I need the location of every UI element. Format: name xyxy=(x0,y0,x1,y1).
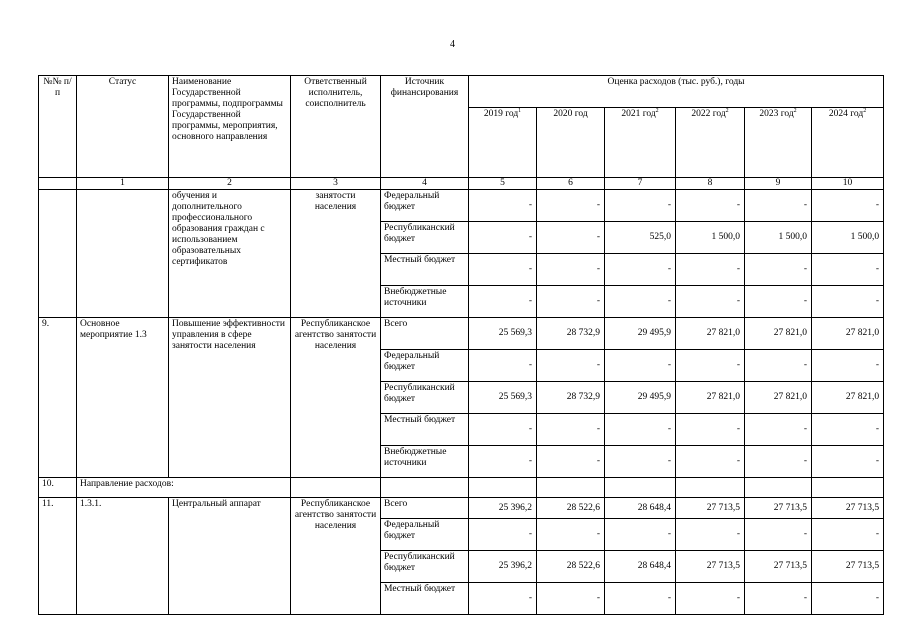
row-num xyxy=(39,190,77,318)
column-number: 1 xyxy=(77,178,169,190)
row-value: - xyxy=(605,190,676,222)
row-value: - xyxy=(469,286,537,318)
row-value: 27 821,0 xyxy=(745,318,812,350)
table-row xyxy=(39,190,884,222)
header-num: №№ п/п xyxy=(39,76,77,178)
row-value: - xyxy=(812,254,884,286)
row-value: - xyxy=(605,286,676,318)
row-value: 28 522,6 xyxy=(537,551,605,583)
row-empty xyxy=(605,478,676,498)
row-source: Всего xyxy=(381,318,469,350)
year-footnote-mark: 2 xyxy=(655,107,659,114)
row-status xyxy=(77,190,169,318)
row-value: 28 732,9 xyxy=(537,382,605,414)
row-value: 525,0 xyxy=(605,222,676,254)
row-source: Всего xyxy=(381,498,469,519)
row-value: - xyxy=(812,583,884,615)
column-number-row xyxy=(39,178,884,190)
year-label: 2022 год xyxy=(691,109,726,119)
header-responsible: Ответственный исполнитель, соисполнитель xyxy=(291,76,381,178)
row-source: Республиканский бюджет xyxy=(381,382,469,414)
row-value: - xyxy=(469,446,537,478)
row-value: - xyxy=(745,519,812,551)
row-empty xyxy=(381,478,469,498)
row-source: Внебюджетные источники xyxy=(381,286,469,318)
year-label: 2024 год xyxy=(828,109,864,119)
row-value: 27 821,0 xyxy=(676,318,745,350)
row-source: Федеральный бюджет xyxy=(381,350,469,382)
year-label: 2020 год xyxy=(553,109,588,119)
row-value: - xyxy=(812,190,884,222)
column-number: 7 xyxy=(605,178,676,190)
header-status: Статус xyxy=(77,76,169,178)
row-value: - xyxy=(745,583,812,615)
row-value: - xyxy=(537,254,605,286)
year-footnote-mark: 2 xyxy=(863,107,867,114)
column-number: 3 xyxy=(291,178,381,190)
row-name: Повышение эффективности управления в сфере занятости населения xyxy=(169,318,291,478)
row-value: - xyxy=(812,519,884,551)
row-value: 29 495,9 xyxy=(605,382,676,414)
row-value: - xyxy=(537,583,605,615)
row-value: - xyxy=(537,190,605,222)
row-value: - xyxy=(676,583,745,615)
row-num: 9. xyxy=(39,318,77,478)
row-source: Внебюджетные источники xyxy=(381,446,469,478)
row-value: - xyxy=(605,414,676,446)
row-source: Местный бюджет xyxy=(381,254,469,286)
table-row xyxy=(39,318,884,350)
row-responsible: занятости населения xyxy=(291,190,381,318)
row-empty xyxy=(469,478,537,498)
row-value: - xyxy=(605,350,676,382)
year-label: 2019 год xyxy=(483,109,519,119)
column-number: 9 xyxy=(745,178,812,190)
row-value: - xyxy=(812,286,884,318)
year-label: 2021 год xyxy=(621,109,656,119)
row-value: 27 713,5 xyxy=(676,551,745,583)
header-name: Наименование Государственной программы, подпрограммы Государственной программы, мероприятия, основного направления xyxy=(169,76,291,178)
row-value: - xyxy=(676,519,745,551)
table-row xyxy=(39,498,884,519)
row-value: - xyxy=(537,350,605,382)
table-row xyxy=(39,478,884,498)
row-value: 28 648,4 xyxy=(605,551,676,583)
row-value: - xyxy=(537,446,605,478)
header-year xyxy=(676,108,745,178)
row-value: - xyxy=(676,286,745,318)
row-source: Республиканский бюджет xyxy=(381,222,469,254)
row-value: - xyxy=(676,254,745,286)
row-empty xyxy=(537,478,605,498)
page-number: 4 xyxy=(450,39,455,50)
row-status: 1.3.1. xyxy=(77,498,169,615)
row-value: - xyxy=(812,350,884,382)
row-value: - xyxy=(676,446,745,478)
row-source: Местный бюджет xyxy=(381,414,469,446)
row-value: - xyxy=(469,414,537,446)
year-footnote-mark: 2 xyxy=(725,107,729,114)
row-empty xyxy=(812,478,884,498)
row-value: - xyxy=(676,414,745,446)
row-name: Центральный аппарат xyxy=(169,498,291,615)
row-value: - xyxy=(537,286,605,318)
table-body xyxy=(39,76,884,615)
row-value: - xyxy=(745,254,812,286)
row-source: Республиканский бюджет xyxy=(381,551,469,583)
row-value: 1 500,0 xyxy=(745,222,812,254)
row-responsible: Республиканское агентство занятости населения xyxy=(291,318,381,478)
row-value: - xyxy=(469,519,537,551)
row-value: - xyxy=(537,222,605,254)
row-value: 25 396,2 xyxy=(469,551,537,583)
row-value: - xyxy=(469,350,537,382)
row-value: - xyxy=(745,350,812,382)
row-value: - xyxy=(605,583,676,615)
year-footnote-mark: 1 xyxy=(518,107,522,114)
row-value: - xyxy=(812,414,884,446)
header-row-1 xyxy=(39,76,884,108)
row-empty xyxy=(745,478,812,498)
row-value: 27 821,0 xyxy=(812,318,884,350)
row-empty xyxy=(291,478,381,498)
row-value: 1 500,0 xyxy=(676,222,745,254)
column-number: 8 xyxy=(676,178,745,190)
row-num: 11. xyxy=(39,498,77,615)
row-source: Местный бюджет xyxy=(381,583,469,615)
column-number: 4 xyxy=(381,178,469,190)
row-value: 25 569,3 xyxy=(469,318,537,350)
column-number: 10 xyxy=(812,178,884,190)
row-value: - xyxy=(537,519,605,551)
row-direction-label: Направление расходов: xyxy=(77,478,291,498)
row-value: - xyxy=(605,254,676,286)
row-value: 27 713,5 xyxy=(812,551,884,583)
row-value: 27 713,5 xyxy=(812,498,884,519)
row-value: - xyxy=(469,190,537,222)
row-num: 10. xyxy=(39,478,77,498)
row-value: 25 569,3 xyxy=(469,382,537,414)
header-year xyxy=(812,108,884,178)
column-number: 6 xyxy=(537,178,605,190)
row-status: Основное мероприятие 1.3 xyxy=(77,318,169,478)
row-value: - xyxy=(469,222,537,254)
row-source: Федеральный бюджет xyxy=(381,190,469,222)
header-year xyxy=(605,108,676,178)
expenses-table xyxy=(38,75,884,615)
column-number-blank xyxy=(39,178,77,190)
row-value: 27 713,5 xyxy=(745,498,812,519)
row-value: 25 396,2 xyxy=(469,498,537,519)
row-name: обучения и дополнительного профессионального образования граждан с использованием образовательных сертификатов xyxy=(169,190,291,318)
row-value: - xyxy=(605,519,676,551)
column-number: 2 xyxy=(169,178,291,190)
row-responsible: Республиканское агентство занятости населения xyxy=(291,498,381,615)
year-label: 2023 год xyxy=(759,109,794,119)
row-value: - xyxy=(745,414,812,446)
row-value: - xyxy=(676,190,745,222)
row-value: - xyxy=(605,446,676,478)
header-year xyxy=(537,108,605,178)
header-estimate: Оценка расходов (тыс. руб.), годы xyxy=(469,76,884,108)
header-year xyxy=(469,108,537,178)
row-source: Федеральный бюджет xyxy=(381,519,469,551)
row-value: 28 732,9 xyxy=(537,318,605,350)
row-value: - xyxy=(469,583,537,615)
row-value: 28 522,6 xyxy=(537,498,605,519)
row-value: 27 713,5 xyxy=(745,551,812,583)
row-value: 27 821,0 xyxy=(745,382,812,414)
row-value: 28 648,4 xyxy=(605,498,676,519)
row-empty xyxy=(676,478,745,498)
row-value: - xyxy=(537,414,605,446)
row-value: 27 821,0 xyxy=(676,382,745,414)
row-value: - xyxy=(745,446,812,478)
header-source: Источник финансирования xyxy=(381,76,469,178)
row-value: - xyxy=(745,190,812,222)
row-value: - xyxy=(812,446,884,478)
row-value: - xyxy=(469,254,537,286)
row-value: - xyxy=(676,350,745,382)
row-value: 27 713,5 xyxy=(676,498,745,519)
row-value: 27 821,0 xyxy=(812,382,884,414)
row-value: 29 495,9 xyxy=(605,318,676,350)
year-footnote-mark: 2 xyxy=(793,107,797,114)
row-value: 1 500,0 xyxy=(812,222,884,254)
row-value: - xyxy=(745,286,812,318)
header-year xyxy=(745,108,812,178)
column-number: 5 xyxy=(469,178,537,190)
